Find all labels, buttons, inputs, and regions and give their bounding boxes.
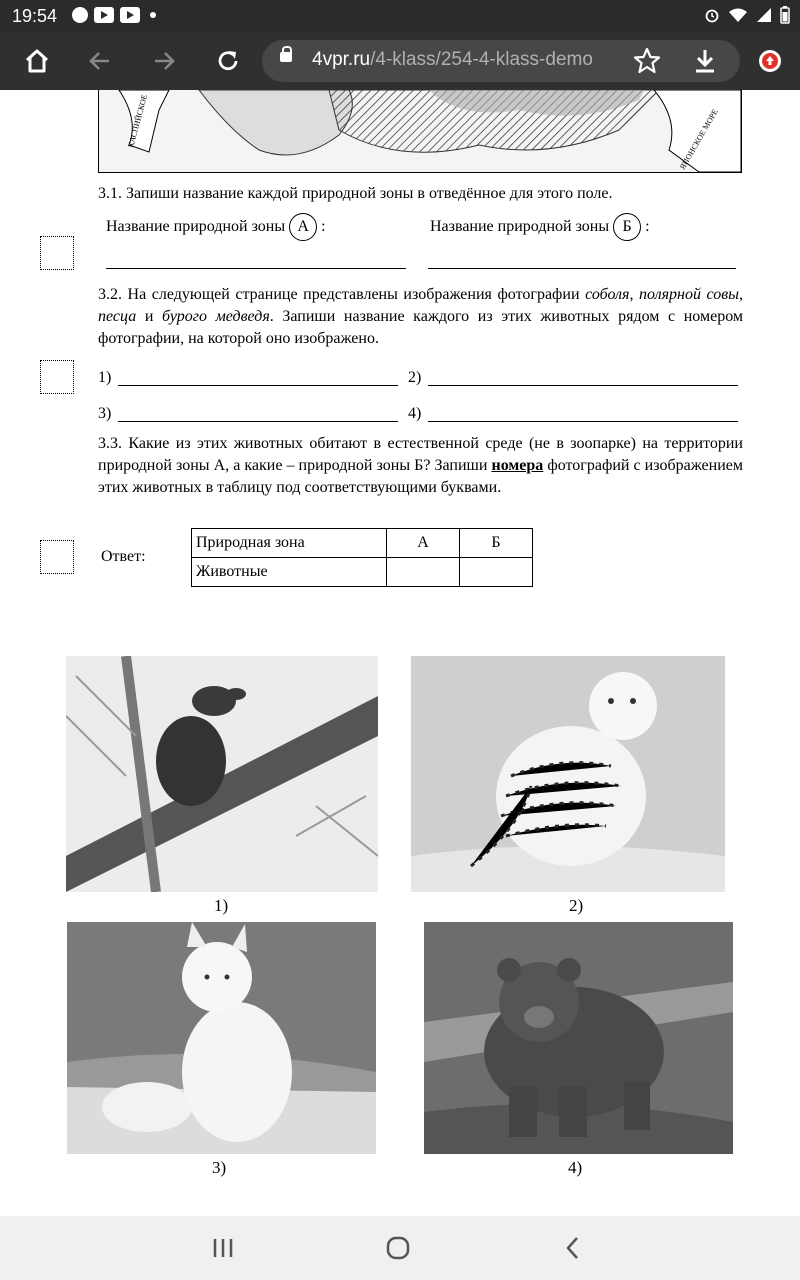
battery-icon — [780, 6, 790, 24]
home-circle-icon — [382, 1234, 414, 1262]
arrow-right-icon — [151, 48, 177, 74]
viber-icon — [72, 7, 88, 23]
answer-num-1: 1) — [98, 369, 112, 386]
table-header-a: А — [387, 529, 460, 558]
answer-line-3[interactable] — [118, 421, 398, 422]
table-header-zone: Природная зона — [192, 529, 387, 558]
system-nav-bar — [0, 1216, 800, 1280]
browser-toolbar — [0, 32, 800, 90]
table-cell-a[interactable] — [387, 558, 460, 587]
star-icon — [632, 46, 662, 76]
letter-a-circle: А — [289, 213, 317, 241]
map-image — [98, 90, 742, 173]
download-icon — [690, 46, 720, 76]
download-button[interactable] — [690, 46, 720, 81]
recents-icon — [205, 1234, 241, 1262]
zone-b-answer-line[interactable] — [428, 268, 736, 269]
answer-num-2: 2) — [408, 369, 422, 386]
clock: 19:54 — [12, 6, 58, 26]
score-box-3-1 — [40, 236, 74, 270]
chevron-left-icon — [558, 1234, 588, 1262]
question-3-3: 3.3. Какие из этих животных обитают в естественной среде (не в зоопарке) на территории природной зоны А, а какие – природной зоны Б? Запиши номера фотографий с изображением этих животных в таблицу под соответствующими буквами. — [98, 435, 744, 496]
reload-button[interactable] — [208, 41, 248, 81]
home-nav-button[interactable] — [382, 1234, 414, 1267]
back-button[interactable] — [80, 41, 120, 81]
table-row-animals: Животные — [192, 558, 387, 587]
letter-b-circle: Б — [613, 213, 641, 241]
zone-a-label: Название природной зоны А : — [106, 212, 326, 242]
answer-line-2[interactable] — [428, 385, 738, 386]
table-header-b: Б — [460, 529, 533, 558]
extension-button[interactable] — [750, 41, 790, 81]
home-icon — [23, 47, 51, 75]
table-cell-b[interactable] — [460, 558, 533, 587]
bookmark-star-button[interactable] — [632, 46, 662, 81]
answer-table — [191, 528, 533, 587]
question-3-1: 3.1. Запиши название каждой природной зоны в отведённое для этого поле. — [98, 185, 613, 202]
lock-icon — [280, 52, 292, 62]
answer-line-4[interactable] — [428, 421, 738, 422]
home-button[interactable] — [17, 41, 57, 81]
reload-icon — [215, 48, 241, 74]
upload-badge-icon — [757, 48, 783, 74]
photo-caption-1: 1) — [214, 896, 229, 915]
map-label-japan-sea: ЯПОНСКОЕ МОРЕ — [677, 107, 720, 171]
photo-caption-4: 4) — [568, 1158, 583, 1177]
score-box-3-2 — [40, 360, 74, 394]
answer-line-1[interactable] — [118, 385, 398, 386]
photo-arctic-fox — [67, 922, 376, 1154]
document-page[interactable] — [0, 90, 800, 1216]
alarm-icon — [704, 7, 720, 23]
photo-caption-3: 3) — [212, 1158, 227, 1177]
score-box-3-3 — [40, 540, 74, 574]
status-bar — [0, 0, 800, 32]
wifi-icon — [728, 7, 748, 23]
photo-snowy-owl — [411, 656, 725, 892]
url-text: 4vpr.ru/4-klass/254-4-klass-demo — [312, 49, 593, 70]
youtube-icon — [94, 7, 114, 23]
map-label-caspian: КАСПИЙСКОЕ — [126, 93, 150, 149]
answer-label: Ответ: — [101, 548, 146, 565]
recents-button[interactable] — [205, 1234, 241, 1267]
photo-caption-2: 2) — [569, 896, 584, 915]
zone-b-label: Название природной зоны Б : — [430, 212, 650, 242]
zone-a-answer-line[interactable] — [106, 268, 406, 269]
photo-sable — [66, 656, 378, 892]
photo-brown-bear — [424, 922, 733, 1154]
more-notifications-icon — [150, 12, 156, 18]
signal-icon — [756, 7, 772, 23]
youtube-icon — [120, 7, 140, 23]
back-nav-button[interactable] — [558, 1234, 588, 1267]
answer-num-4: 4) — [408, 405, 422, 422]
address-bar[interactable] — [262, 40, 740, 82]
arrow-left-icon — [87, 48, 113, 74]
forward-button[interactable] — [144, 41, 184, 81]
answer-num-3: 3) — [98, 405, 112, 422]
question-3-2: 3.2. На следующей странице представлены изображения фотографии соболя, полярной совы, песца и бурого медведя. Запиши название каждого из этих животных рядом с номером фотографии, на которой оно изображено. — [98, 286, 744, 347]
map-drawing — [99, 90, 741, 172]
